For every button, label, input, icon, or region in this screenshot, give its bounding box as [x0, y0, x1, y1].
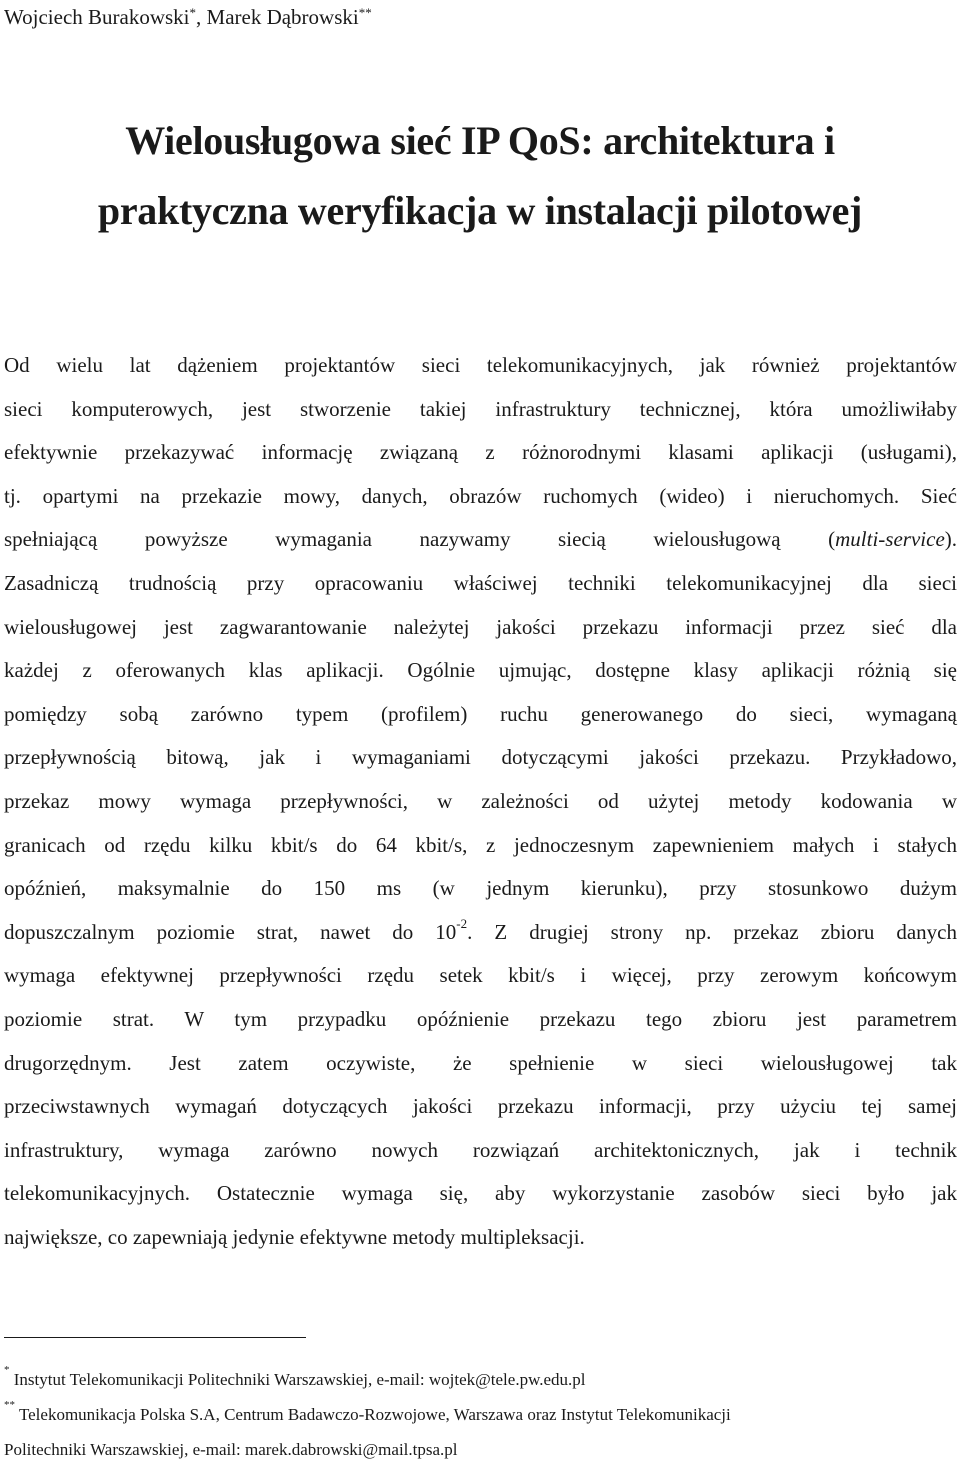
body-line: każdej z oferowanych klas aplikacji. Ogólnie ujmując, dostępne klasy aplikacji różnią się: [4, 658, 957, 683]
body-line: Od wielu lat dążeniem projektantów sieci telekomunikacyjnych, jak również projektantów: [4, 353, 957, 377]
body-line: telekomunikacyjnych. Ostatecznie wymaga się, aby wykorzystanie zasobów sieci było jak: [4, 1181, 957, 1206]
footnote-2: [4, 1397, 957, 1432]
body-line: pomiędzy sobą zarówno typem (profilem) ruchu generowanego do sieci, wymaganą: [4, 701, 957, 726]
body-text-run: (: [780, 527, 836, 552]
footnote-text: Instytut Telekomunikacji Politechniki Warszawskiej, e-mail: wojtek@tele.pw.edu.pl: [9, 1370, 586, 1389]
body-text-run: . Z drugiej strony np. przekaz zbioru danych: [467, 919, 957, 944]
exponent: -2: [456, 915, 468, 931]
body-line: wielousługowej jest zagwarantowanie należytej jakości przekazu informacji przez sieć dla: [4, 614, 957, 639]
body-line: największe, co zapewniają jedynie efektywne metody multipleksacji.: [4, 1224, 585, 1249]
body-line: przepływnością bitową, jak i wymaganiami dotyczącymi jakości przekazu. Przykładowo,: [4, 745, 957, 770]
body-line: tj. opartymi na przekazie mowy, danych, obrazów ruchomych (wideo) i nieruchomych. Sieć: [4, 483, 957, 508]
footnote-marker: *: [189, 5, 197, 20]
footnotes: [4, 1362, 957, 1467]
body-paragraph: [4, 344, 957, 1259]
body-line: efektywnie przekazywać informację związaną z różnorodnymi klasami aplikacji (usługami),: [4, 440, 957, 465]
author-name: Wojciech Burakowski: [4, 5, 190, 29]
body-text-run: ).: [944, 527, 958, 552]
body-line: infrastruktury, wymaga zarówno nowych rozwiązań architektonicznych, jak i technik: [4, 1137, 957, 1162]
body-line: poziomie strat. W tym przypadku opóźnienie przekazu tego zbioru jest parametrem: [4, 1006, 957, 1031]
footnote-2-continuation: Politechniki Warszawskiej, e-mail: marek.dabrowski@mail.tpsa.pl: [4, 1440, 458, 1459]
title-line: Wielousługowa sieć IP QoS: architektura i: [125, 118, 835, 163]
footnote-text: Telekomunikacja Polska S.A, Centrum Badawczo-Rozwojowe, Warszawa oraz Instytut Telekomunikacji: [15, 1405, 731, 1424]
body-line: przeciwstawnych wymagań dotyczących jakości przekazu informacji, przy użyciu tej samej: [4, 1094, 957, 1119]
body-line: wymaga efektywnej przepływności rzędu setek kbit/s i więcej, przy zerowym końcowym: [4, 963, 957, 988]
body-line: drugorzędnym. Jest zatem oczywiste, że spełnienie w sieci wielousługowej tak: [4, 1050, 957, 1075]
body-text-run: dopuszczalnym poziomie strat, nawet do 10: [4, 919, 457, 944]
title-line: praktyczna weryfikacja w instalacji pilotowej: [97, 188, 863, 233]
footnote-marker: *: [4, 1364, 10, 1377]
footnote-marker: **: [358, 5, 372, 20]
body-line: [4, 518, 957, 562]
body-line: granicach od rzędu kilku kbit/s do 64 kbit/s, z jednoczesnym zapewnieniem małych i stałych: [4, 832, 957, 857]
footnote-1: [4, 1362, 957, 1397]
body-line: [4, 911, 957, 955]
footnote-divider: [4, 1337, 306, 1338]
paper-title: [0, 106, 960, 246]
body-line: przekaz mowy wymaga przepływności, w zależności od użytej metody kodowania w: [4, 788, 957, 813]
body-text-run: spełniającą powyższe wymagania nazywamy siecią wielousługową: [4, 527, 781, 552]
footnote-marker: **: [4, 1399, 15, 1412]
author-name: Marek Dąbrowski: [206, 5, 359, 29]
italic-term: multi-service: [835, 527, 945, 552]
authors-line: [4, 2, 372, 32]
author-separator: ,: [196, 5, 207, 29]
body-line: sieci komputerowych, jest stworzenie takiej infrastruktury technicznej, która umożliwiłaby: [4, 396, 957, 421]
body-line: opóźnień, maksymalnie do 150 ms (w jednym kierunku), przy stosunkowo dużym: [4, 876, 957, 901]
body-line: Zasadniczą trudnością przy opracowaniu właściwej techniki telekomunikacyjnej dla sieci: [4, 570, 957, 595]
